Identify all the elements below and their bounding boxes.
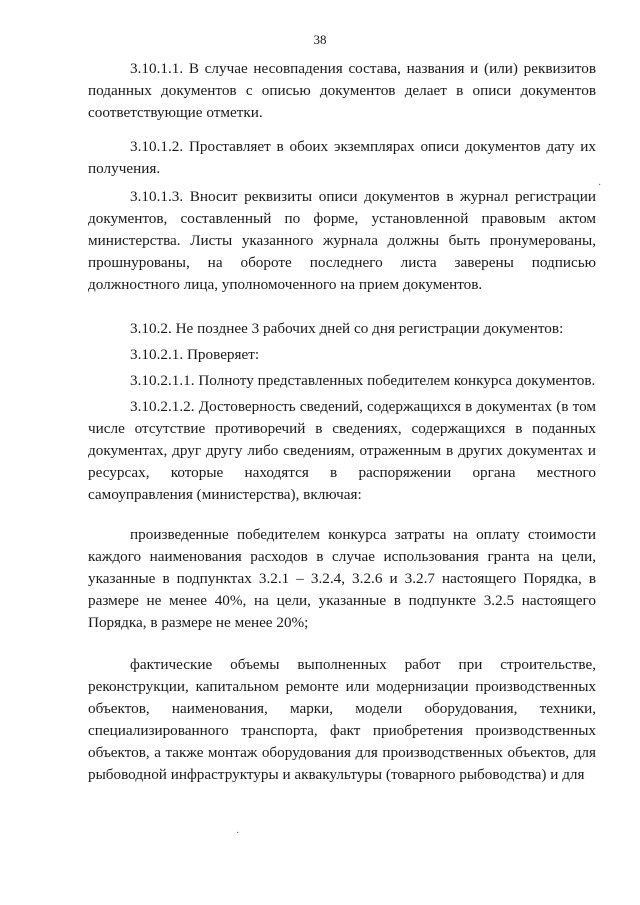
paragraph-3-10-1-1: 3.10.1.1. В случае несовпадения состава, названия и (или) реквизитов поданных документов с описью документов делает в описи документов соответствующие отметки. bbox=[88, 60, 596, 121]
paragraph-3-10-2-1: 3.10.2.1. Проверяет: bbox=[130, 346, 260, 363]
paragraph-3-10-2-1-1: 3.10.2.1.1. Полноту представленных победителем конкурса документов. bbox=[130, 372, 596, 389]
scan-speck: · bbox=[598, 180, 602, 191]
paragraph-costs: произведенные победителем конкурса затраты на оплату стоимости каждого наименования расходов в случае использования гранта на цели, указанные в подпунктах 3.2.1 – 3.2.4, 3.2.6 и 3.2.7 настоящего Порядка, в размере не менее 40%, на цели, указанные в подпункте 3.2.5 настоящего Порядка, в размере не менее 20%; bbox=[88, 526, 596, 631]
page-number: 38 bbox=[313, 32, 327, 47]
paragraph-works: фактические объемы выполненных работ при строительстве, реконструкции, капитальном ремонте или модернизации производственных объектов, наименования, марки, модели оборудования, техники, специализированного транспорта, факт приобретения производственных объектов, а также монтаж оборудования для производственных объектов, для рыбоводной инфраструктуры и аквакультуры (товарного рыбоводства) и для bbox=[88, 656, 596, 783]
paragraph-3-10-2-1-2: 3.10.2.1.2. Достоверность сведений, содержащихся в документах (в том числе отсутствие противоречий в сведениях, содержащихся в поданных документах, друг другу либо сведениям, отраженным в других документах и ресурсах, которые находятся в распоряжении органа местного самоуправления (министерства), включая: bbox=[88, 398, 596, 503]
paragraph-3-10-1-2: 3.10.1.2. Проставляет в обоих экземплярах описи документов дату их получения. bbox=[88, 138, 596, 177]
paragraph-3-10-2: 3.10.2. Не позднее 3 рабочих дней со дня регистрации документов: bbox=[130, 320, 564, 337]
paragraph-3-10-1-3: 3.10.1.3. Вносит реквизиты описи документов в журнал регистрации документов, составленный по форме, установленной правовым актом министерства. Листы указанного журнала должны быть пронумерованы, прошнурованы, на обороте последнего листа заверены подписью должностного лица, уполномоченного на прием документов. bbox=[88, 188, 596, 293]
scan-speck: · bbox=[236, 828, 240, 839]
